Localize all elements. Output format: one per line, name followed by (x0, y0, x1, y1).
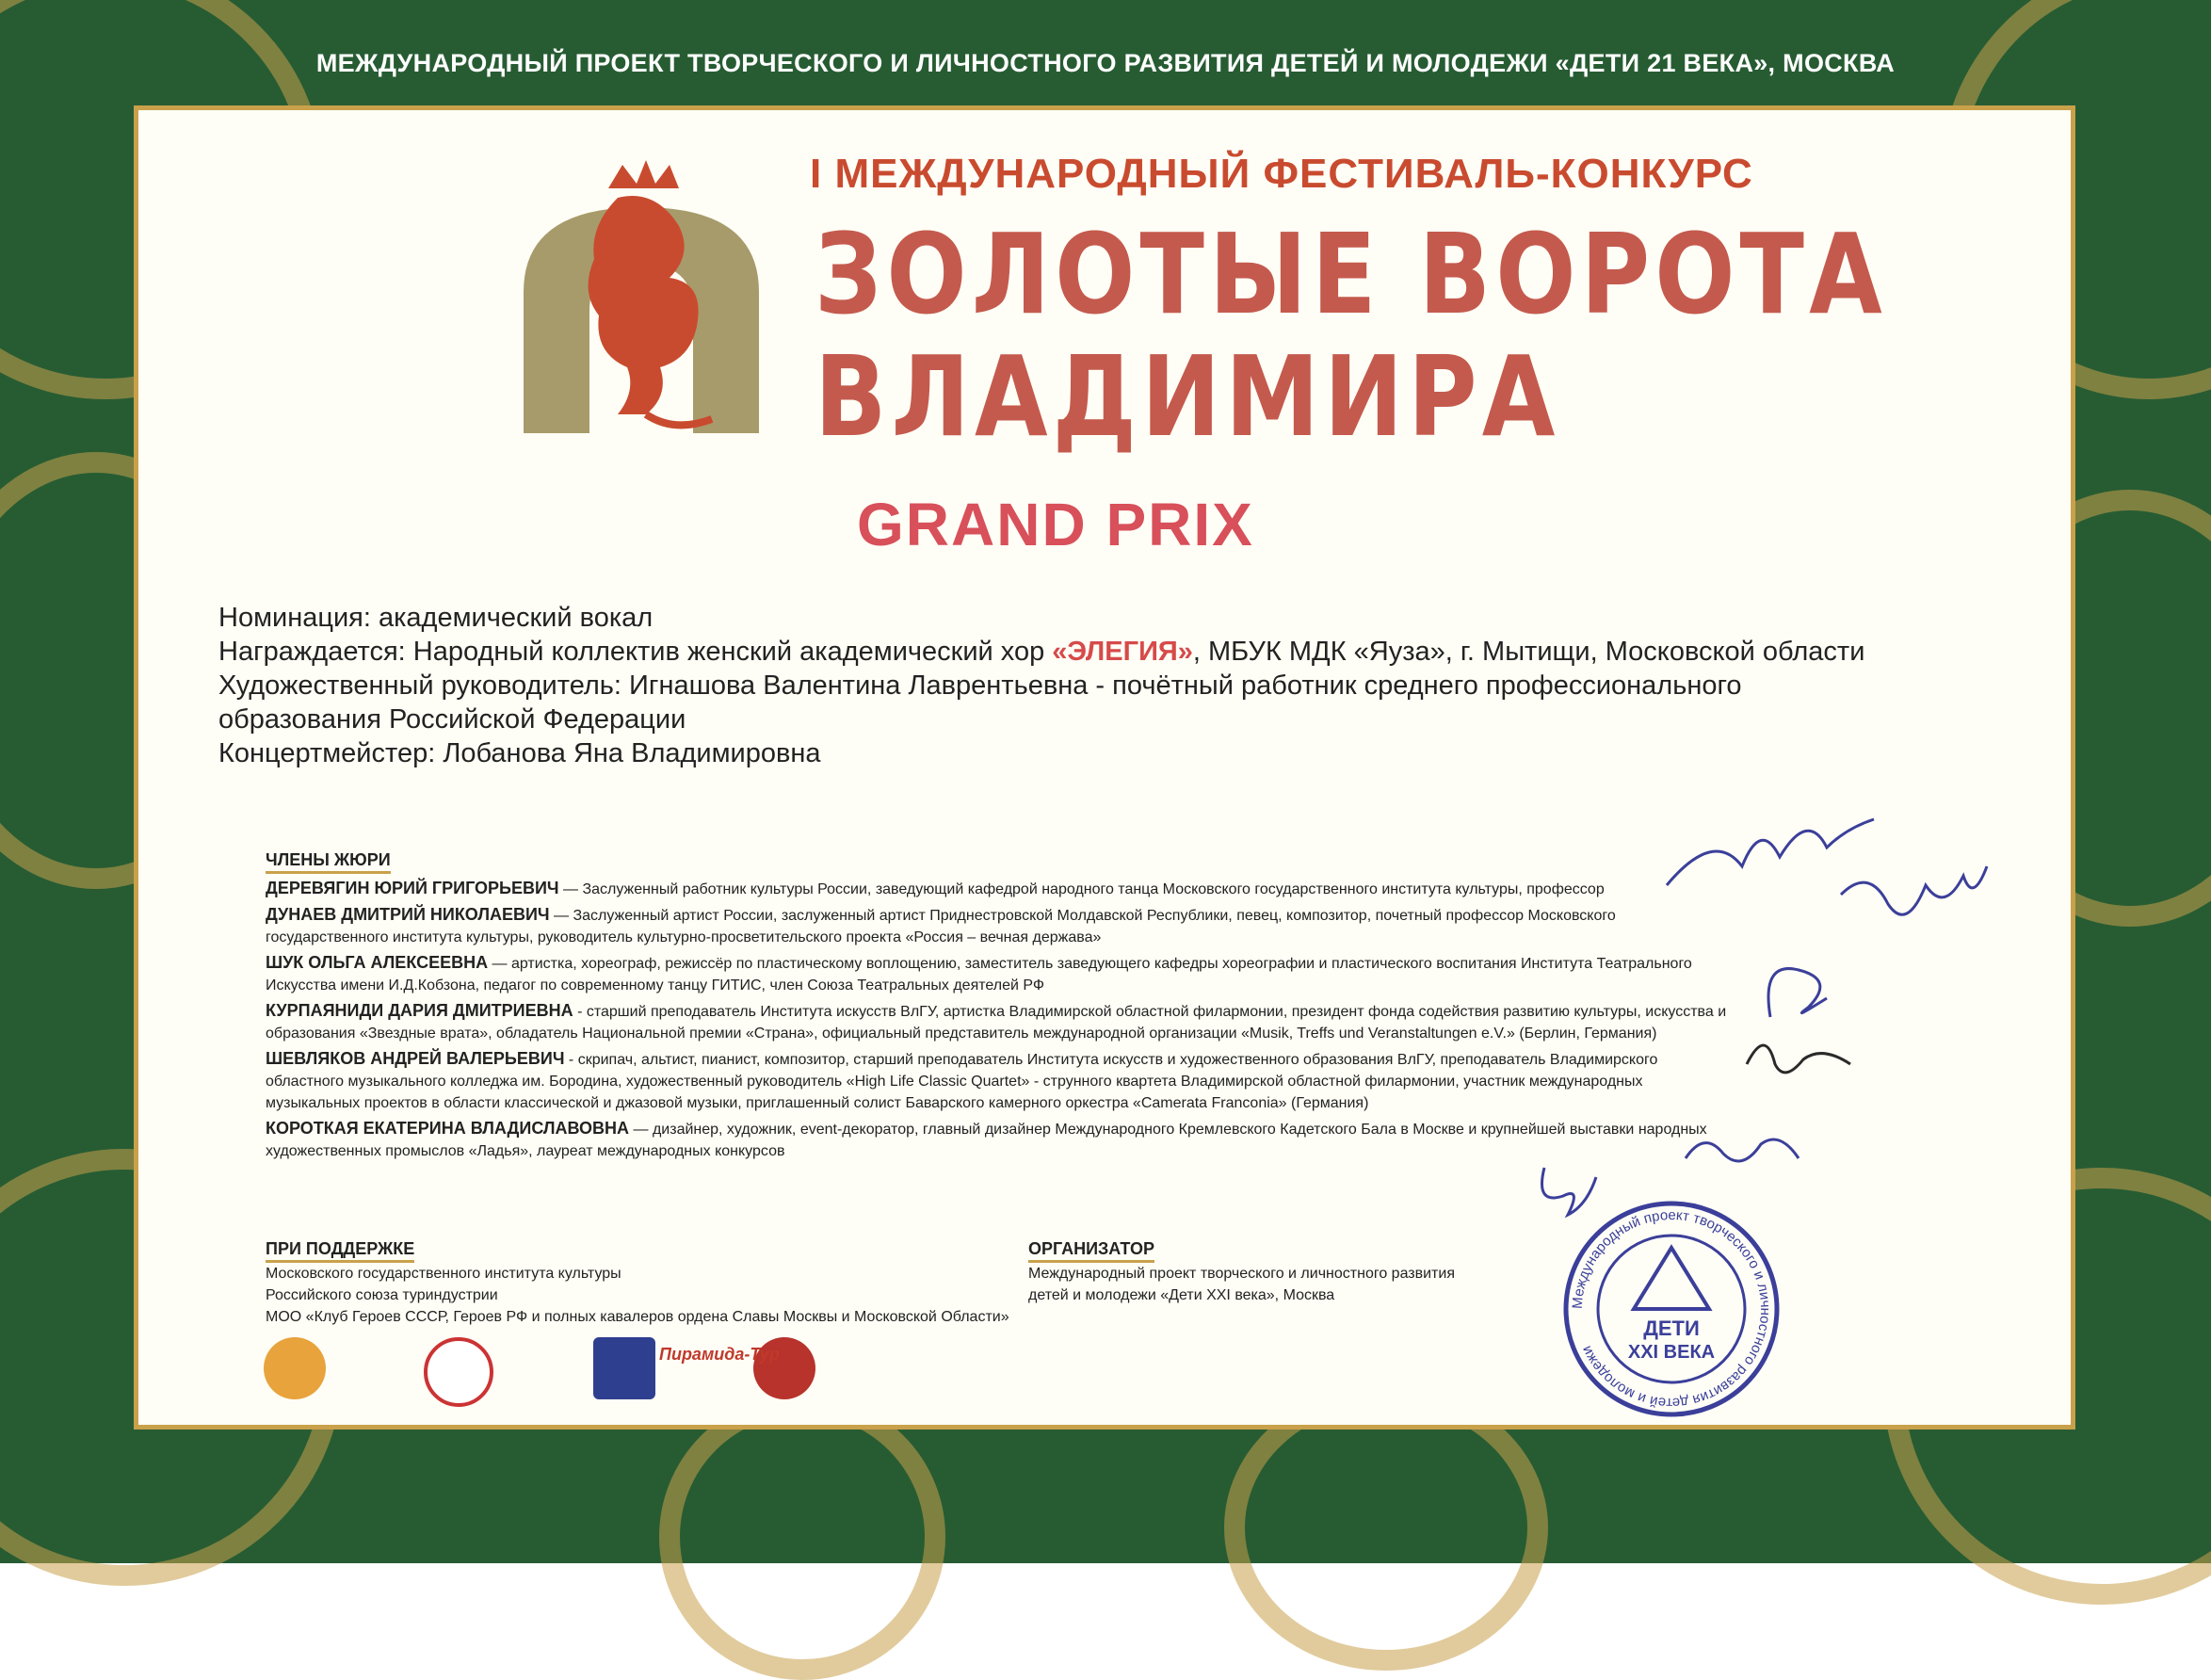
festival-subtitle: I МЕЖДУНАРОДНЫЙ ФЕСТИВАЛЬ-КОНКУРС (810, 151, 1753, 197)
jury-member-name: КУРПАЯНИДИ ДАРИЯ ДМИТРИЕВНА (266, 1001, 573, 1020)
jury-member-desc: — Заслуженный артист России, заслуженный артист Приднестровской Молдавской Республики, певец, композитор, почетный профессор Московского государственного института культуры, руководитель культурно-просветительского проекта «Россия – вечная держава» (266, 908, 1616, 945)
awarded-line (218, 635, 2064, 669)
organizer-line: Международный проект творческого и личностного развития (1028, 1266, 1455, 1282)
stamp-center-line2: XXI ВЕКА (1627, 1342, 1716, 1363)
lion-gate-logo (505, 151, 778, 443)
jury-member-desc: - скрипач, альтист, пианист, композитор, старший преподаватель Института искусств и художественного образования ВлГУ, преподаватель Владимирского областного музыкального колледжа им. Бородина, художественный руководитель «High Life Classic Quartet» - струнного квартета Владимирской областной филармонии, участник международных музыкальных проектов в области классической и джазовой музыки, приглашенный солист Баварского камерного оркестра «Camerata Franconia» (Германия) (266, 1052, 1658, 1111)
jury-member (266, 878, 1735, 900)
partner-emblem-logo (264, 1337, 326, 1399)
jury-member (266, 1000, 1735, 1044)
project-header: МЕЖДУНАРОДНЫЙ ПРОЕКТ ТВОРЧЕСКОГО И ЛИЧНОСТНОГО РАЗВИТИЯ ДЕТЕЙ И МОЛОДЕЖИ «ДЕТИ 21 ВЕКА», МОСКВА (315, 49, 1896, 77)
organizer-heading: ОРГАНИЗАТОР (1028, 1238, 1154, 1263)
accompanist-line: Концертмейстер: Лобанова Яна Владимировна (218, 738, 821, 768)
awarded-prefix: Награждается: Народный коллектив женский академический хор (218, 637, 1053, 667)
jury-member-desc: — артистка, хореограф, режиссёр по пластическому воплощению, заместитель заведующего кафедры хореографии и пластического воспитания Института Театрального Искусства имени И.Д.Кобзона, педагог по современному танцу ГИТИС, член Союза Театральных деятелей РФ (266, 956, 1692, 993)
nomination-line: Номинация: академический вокал (218, 603, 654, 633)
jury-member-name: ДЕРЕВЯГИН ЮРИЙ ГРИГОРЬЕВИЧ (266, 879, 559, 897)
director-line-1: Художественный руководитель: Игнашова Валентина Лаврентьевна - почётный работник среднего профессионального (218, 670, 1742, 701)
organizer-stamp (1558, 1196, 1784, 1422)
jury-signature (1737, 1026, 1860, 1092)
stamp-ring-text: Международный проект творческого и личностного развития детей и молодежи (1569, 1206, 1774, 1412)
support-heading: ПРИ ПОДДЕРЖКЕ (266, 1238, 414, 1263)
organizer-line: детей и молодежи «Дети XXI века», Москва (1028, 1287, 1335, 1303)
culture-institute-logo (593, 1337, 655, 1399)
jury-member-desc: — Заслуженный работник культуры России, заведующий кафедрой народного танца Московского государственного института культуры, профессор (558, 881, 1605, 897)
awarded-collective-name: «ЭЛЕГИЯ» (1052, 637, 1193, 667)
jury-member (266, 904, 1735, 948)
award-details (218, 601, 2064, 770)
director-line-2: образования Российской Федерации (218, 704, 686, 735)
gold-swirl-ornament (659, 1394, 945, 1680)
jury-signature (1751, 951, 1855, 1026)
support-line: МОО «Клуб Героев СССР, Героев РФ и полных кавалеров ордена Славы Москвы и Московской Области» (266, 1309, 1009, 1325)
jury-member-desc: — дизайнер, художник, event-декоратор, главный дизайнер Международного Кремлевского Кадетского Бала в Москве и крупнейшей выставки народных художественных промыслов «Ладья», лауреат международных конкурсов (266, 1122, 1707, 1159)
jury-member-name: ДУНАЕВ ДМИТРИЙ НИКОЛАЕВИЧ (266, 905, 550, 924)
jury-member (266, 952, 1735, 996)
organizer-section (1028, 1238, 1518, 1306)
jury-signature (1832, 857, 1992, 942)
jury-heading: ЧЛЕНЫ ЖЮРИ (266, 849, 391, 874)
jury-member-name: ШЕВЛЯКОВ АНДРЕЙ ВАЛЕРЬЕВИЧ (266, 1049, 565, 1068)
jury-member (266, 1048, 1735, 1114)
tourism-union-logo (424, 1337, 493, 1407)
festival-title-line1: ЗОЛОТЫЕ ВОРОТА (815, 209, 1887, 339)
jury-member-name: ШУК ОЛЬГА АЛЕКСЕЕВНА (266, 953, 489, 972)
jury-section (266, 849, 1735, 1166)
support-section (266, 1238, 1019, 1328)
jury-member-name: КОРОТКАЯ ЕКАТЕРИНА ВЛАДИСЛАВОВНА (266, 1119, 630, 1138)
awarded-suffix: , МБУК МДК «Яуза», г. Мытищи, Московской области (1192, 637, 1865, 667)
support-line: Российского союза туриндустрии (266, 1287, 498, 1303)
jury-signature (1676, 1121, 1808, 1177)
jury-member (266, 1118, 1735, 1162)
award-title: GRAND PRIX (857, 491, 1254, 558)
festival-title-line2: ВЛАДИМИРА (815, 331, 1560, 461)
jury-member-desc: - старший преподаватель Института искусств ВлГУ, артистка Владимирской областной филармонии, президент фонда содействия развитию культуры, искусства и образования «Звездные врата», обладатель Национальной премии «Страна», официальный представитель международной организации «Musik, Treffs und Veranstaltungen e.V.» (Берлин, Германия) (266, 1004, 1727, 1042)
stamp-center-line1: ДЕТИ (1643, 1317, 1700, 1340)
piramida-tour-logo: Пирамида-Тур (659, 1345, 780, 1364)
support-line: Московского государственного института культуры (266, 1266, 621, 1282)
